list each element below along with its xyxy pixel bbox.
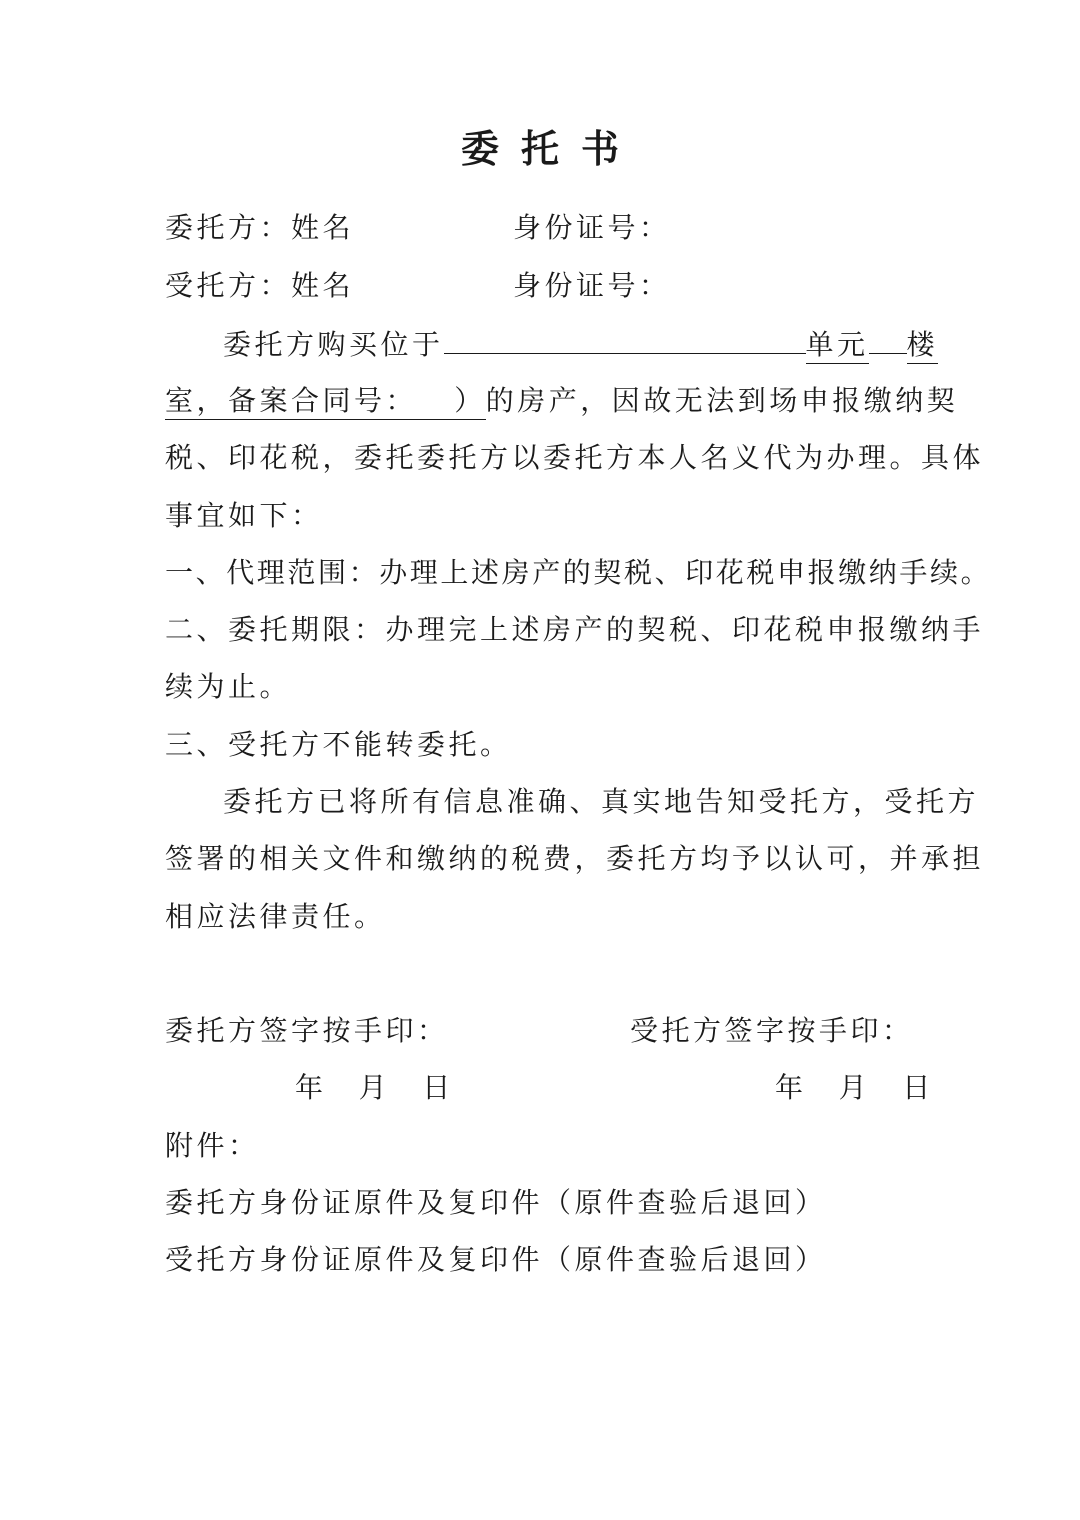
- agent-date: 年 月 日: [775, 1071, 931, 1104]
- property-location-prefix: 委托方购买位于: [223, 328, 444, 361]
- item-scope: 一、代理范围：办理上述房产的契税、印花税申报缴纳手续。: [165, 556, 992, 589]
- paragraph-2-line-2: 签署的相关文件和缴纳的税费，委托方均予以认可，并承担: [165, 842, 985, 875]
- item-term-line-2: 续为止。: [165, 670, 292, 703]
- principal-id-label: 身份证号：: [513, 211, 671, 244]
- paragraph-1-line-4: 事宜如下：: [165, 499, 323, 532]
- unit-label: 单元: [806, 328, 869, 364]
- paragraph-2-line-1: 委托方已将所有信息准确、真实地告知受托方，受托方: [223, 785, 980, 818]
- agent-id-label: 身份证号：: [513, 269, 671, 302]
- paragraph-1-line-2: [165, 381, 958, 421]
- item-no-subdelegation: 三、受托方不能转委托。: [165, 728, 512, 761]
- paragraph-2-line-3: 相应法律责任。: [165, 900, 386, 933]
- contract-number-field: 室，备案合同号： ）: [165, 384, 486, 420]
- principal-name-label: 委托方：姓名: [165, 211, 355, 244]
- principal-date: 年 月 日: [295, 1071, 451, 1104]
- attachments-label: 附件：: [165, 1129, 260, 1162]
- document-title: 委托书: [460, 127, 641, 171]
- building-number-blank: [869, 351, 907, 354]
- agent-name-label: 受托方：姓名: [165, 269, 355, 302]
- property-address-blank: [444, 323, 806, 354]
- paragraph-1-line-3: 税、印花税，委托委托方以委托方本人名义代为办理。具体: [165, 441, 985, 474]
- attachment-item-2: 受托方身份证原件及复印件（原件查验后退回）: [165, 1243, 827, 1276]
- attachment-item-1: 委托方身份证原件及复印件（原件查验后退回）: [165, 1186, 827, 1219]
- paragraph-1-line-2-text: 的房产，因故无法到场申报缴纳契: [485, 384, 959, 417]
- principal-signature-label: 委托方签字按手印：: [165, 1014, 449, 1047]
- agent-signature-label: 受托方签字按手印：: [630, 1014, 914, 1047]
- paragraph-1-line-1: [223, 323, 938, 365]
- building-label: 楼: [907, 328, 939, 364]
- item-term-line-1: 二、委托期限：办理完上述房产的契税、印花税申报缴纳手: [165, 613, 985, 646]
